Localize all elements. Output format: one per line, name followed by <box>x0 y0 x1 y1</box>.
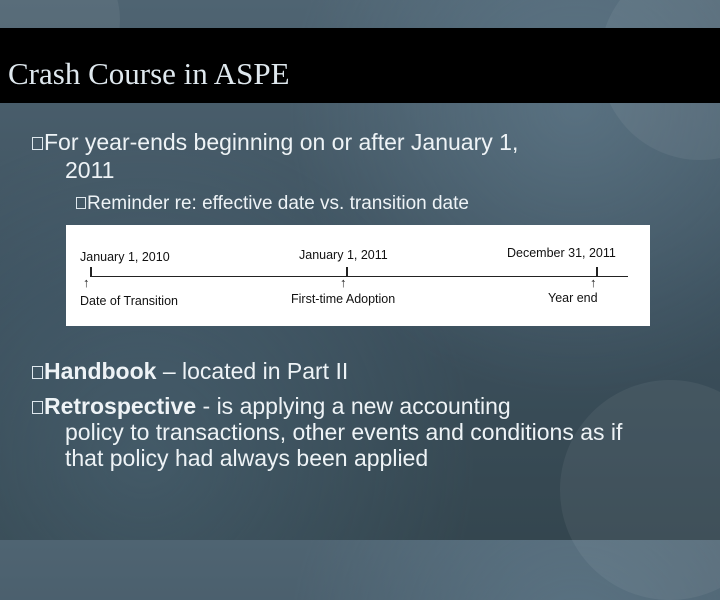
timeline-label-1: Date of Transition <box>80 294 178 308</box>
timeline-tick-1 <box>90 267 92 277</box>
bullet-box-icon <box>32 401 43 414</box>
timeline-date-1: January 1, 2010 <box>80 250 170 264</box>
bullet3-strong: Retrospective <box>44 393 197 419</box>
timeline-line <box>90 276 628 277</box>
bullet3-continuation: policy to transactions, other events and conditions as if that policy had always been applied <box>65 419 623 471</box>
bullet2-strong: Handbook <box>44 358 157 384</box>
timeline-diagram <box>66 225 650 326</box>
sub-bullet-text: Reminder re: effective date vs. transition date <box>87 193 469 214</box>
timeline-date-2: January 1, 2011 <box>299 248 388 262</box>
slide-title: Crash Course in ASPE <box>8 56 290 91</box>
bullet-handbook <box>32 358 692 385</box>
bullet-box-icon <box>32 366 43 379</box>
bullet2-rest: – located in Part II <box>156 358 349 384</box>
bullet-retrospective <box>32 393 692 471</box>
bullet1-text: For year-ends beginning on or after January 1, <box>44 129 519 155</box>
bullet-box-icon <box>32 137 43 150</box>
bullet-box-icon <box>76 197 86 209</box>
bullet3-rest: - is applying a new accounting <box>196 393 511 419</box>
sub-bullet-reminder <box>76 193 469 215</box>
timeline-label-3: Year end <box>548 291 598 305</box>
timeline-date-3: December 31, 2011 <box>507 246 616 260</box>
bullet1-continuation: 2011 <box>65 157 115 183</box>
bullet-year-ends <box>32 128 682 184</box>
arrow-up-icon: ↑ <box>83 275 90 290</box>
arrow-up-icon: ↑ <box>340 275 347 290</box>
timeline-label-2: First-time Adoption <box>291 292 396 306</box>
arrow-up-icon: ↑ <box>590 275 597 290</box>
